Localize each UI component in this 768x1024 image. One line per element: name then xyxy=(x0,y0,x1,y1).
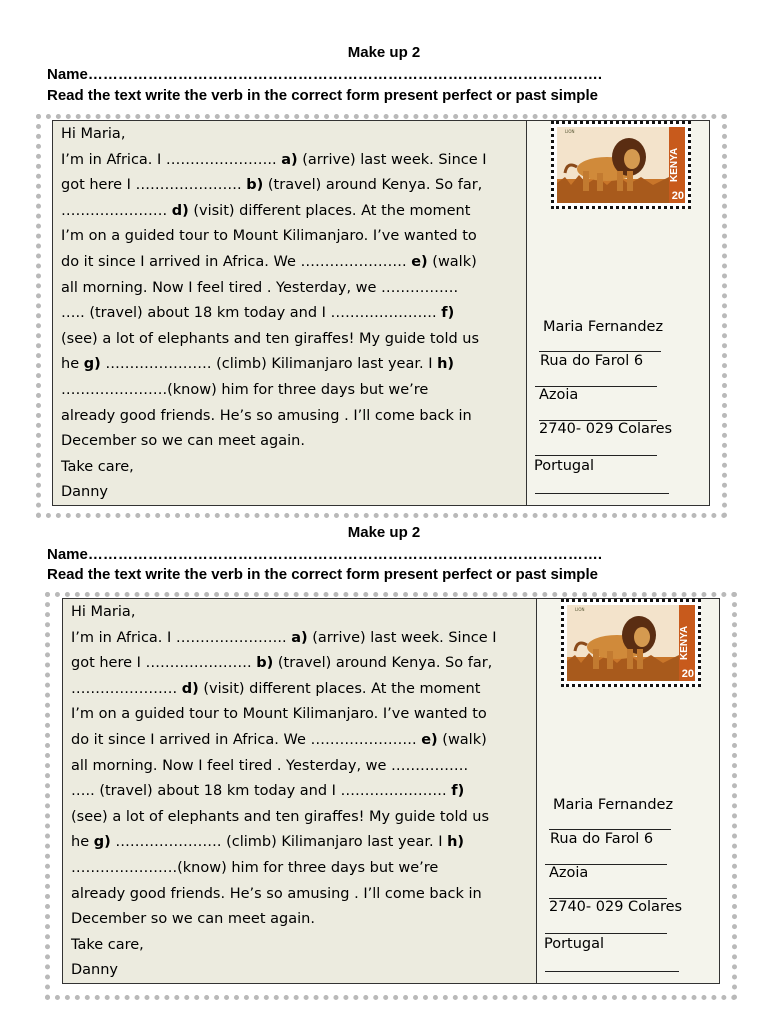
letter-line: all morning. Now I feel tired . Yesterday, we ……………. xyxy=(61,279,459,296)
address-postcode: 2740- 029 Colares xyxy=(539,421,673,437)
stamp-country: KENYA xyxy=(679,605,695,681)
postcard xyxy=(52,120,710,506)
address-country: Portugal xyxy=(534,458,595,474)
stamp-value: 20 xyxy=(681,668,694,680)
letter-line: I’m on a guided tour to Mount Kilimanjaro. I’ve wanted to xyxy=(61,228,477,245)
letter-line: ….. (travel) about 18 km today and I …………………. f) xyxy=(61,305,455,322)
address-underline xyxy=(549,829,671,830)
address-underline xyxy=(545,971,679,972)
stamp xyxy=(561,599,701,687)
address-street: Rua do Farol 6 xyxy=(550,831,654,847)
postcard xyxy=(62,598,720,984)
lion-icon xyxy=(557,127,685,203)
address-town: Azoia xyxy=(539,387,579,403)
address-street: Rua do Farol 6 xyxy=(540,353,644,369)
address-underline xyxy=(545,933,667,934)
letter-line: (see) a lot of elephants and ten giraffes! My guide told us xyxy=(61,330,480,347)
letter-text xyxy=(63,599,537,983)
letter-line: I’m in Africa. I ………………….. a) (arrive) last week. Since I xyxy=(71,629,497,646)
letter-line: …………………. d) (visit) different places. At the moment xyxy=(71,680,481,697)
letter-line: …………………. d) (visit) different places. At the moment xyxy=(61,202,471,219)
stamp-label: LION xyxy=(565,129,575,134)
letter-line: do it since I arrived in Africa. We …………………. e) (walk) xyxy=(61,253,477,270)
letter-line: ………………….(know) him for three days but we’re xyxy=(71,859,439,876)
worksheet-title: Make up 2 xyxy=(347,44,421,61)
letter-line: Danny xyxy=(71,962,119,979)
letter-line: he g) …………………. (climb) Kilimanjaro last year. I h) xyxy=(61,356,455,373)
letter-line: Hi Maria, xyxy=(61,126,126,142)
letter-line: ….. (travel) about 18 km today and I …………………. f) xyxy=(71,783,465,800)
stamp-label: LION xyxy=(575,607,585,612)
lion-stamp-image xyxy=(567,605,695,681)
address-name: Maria Fernandez xyxy=(553,797,674,813)
instructions: Read the text write the verb in the correct form present perfect or past simple xyxy=(47,566,598,583)
letter-line: Take care, xyxy=(61,458,134,475)
letter-line: I’m on a guided tour to Mount Kilimanjaro. I’ve wanted to xyxy=(71,706,487,723)
letter-line: I’m in Africa. I ………………….. a) (arrive) last week. Since I xyxy=(61,151,487,168)
address-postcode: 2740- 029 Colares xyxy=(549,899,683,915)
letter-text xyxy=(53,121,527,505)
name-line: Name…………………………………………………………………………………………. xyxy=(47,546,603,563)
letter-line: December so we can meet again. xyxy=(71,911,315,928)
address-panel xyxy=(537,599,719,983)
lion-stamp-image xyxy=(557,127,685,203)
letter-line: do it since I arrived in Africa. We …………………. e) (walk) xyxy=(71,731,487,748)
letter-line: already good friends. He’s so amusing . I’ll come back in xyxy=(71,885,482,902)
worksheet-copy-2 xyxy=(0,480,768,979)
address-name: Maria Fernandez xyxy=(543,319,664,335)
letter-line: Danny xyxy=(61,484,109,501)
address-underline xyxy=(535,455,657,456)
lion-icon xyxy=(567,605,695,681)
stamp-value: 20 xyxy=(671,190,684,202)
letter-line: December so we can meet again. xyxy=(61,433,305,450)
instructions: Read the text write the verb in the correct form present perfect or past simple xyxy=(47,87,598,104)
letter-line: already good friends. He’s so amusing . I’ll come back in xyxy=(61,407,472,424)
address-panel xyxy=(527,121,709,505)
stamp xyxy=(551,121,691,209)
letter-line: he g) …………………. (climb) Kilimanjaro last year. I h) xyxy=(71,834,465,851)
letter-line: Take care, xyxy=(71,936,144,953)
address-town: Azoia xyxy=(549,865,589,881)
stamp-country: KENYA xyxy=(669,127,685,203)
letter-line: Hi Maria, xyxy=(71,604,136,620)
letter-line: got here I …………………. b) (travel) around Kenya. So far, xyxy=(71,655,493,672)
letter-line: got here I …………………. b) (travel) around Kenya. So far, xyxy=(61,177,483,194)
worksheet-title: Make up 2 xyxy=(347,524,421,541)
worksheet-copy-1 xyxy=(0,0,768,501)
letter-line: all morning. Now I feel tired . Yesterday, we ……………. xyxy=(71,757,469,774)
letter-line: (see) a lot of elephants and ten giraffes! My guide told us xyxy=(71,808,490,825)
name-line: Name…………………………………………………………………………………………. xyxy=(47,66,603,83)
address-underline xyxy=(539,351,661,352)
letter-line: ………………….(know) him for three days but we’re xyxy=(61,381,429,398)
address-country: Portugal xyxy=(544,936,605,952)
